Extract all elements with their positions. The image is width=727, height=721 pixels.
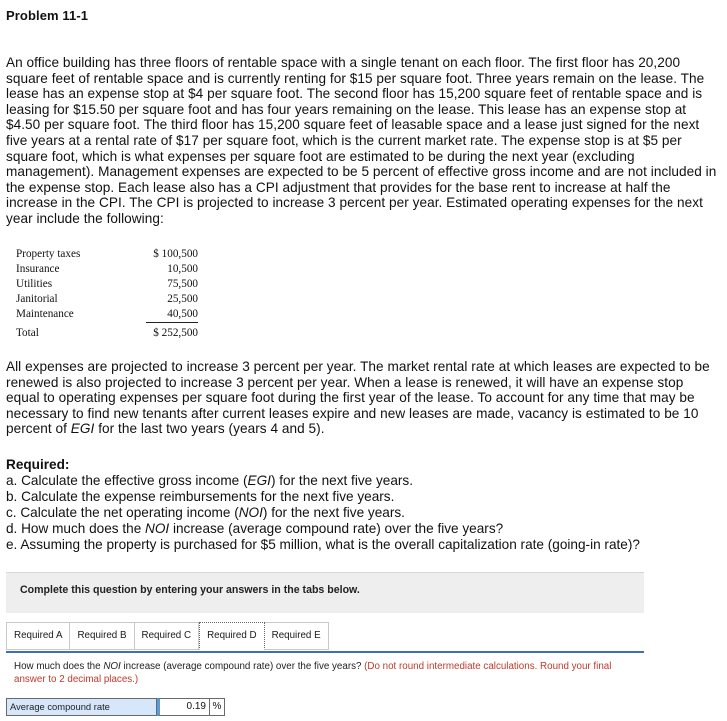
required-item-e: e. Assuming the property is purchased for $5 million, what is the overall capitalization rate (going-in rate)? bbox=[6, 537, 640, 552]
tab-required-d[interactable]: Required D bbox=[199, 622, 265, 650]
expense-label: Property taxes bbox=[16, 248, 81, 260]
question-text-end: increase (average compound rate) over the five years? bbox=[120, 661, 365, 672]
expense-value: $ 100,500 bbox=[153, 248, 198, 260]
required-heading: Required: bbox=[6, 457, 70, 472]
required-item-d-text: d. How much does the bbox=[6, 521, 146, 536]
required-item-d bbox=[6, 521, 718, 537]
expense-value: 10,500 bbox=[167, 263, 198, 275]
expense-label: Insurance bbox=[16, 263, 60, 275]
expense-row bbox=[16, 247, 198, 262]
expense-total-row bbox=[16, 323, 198, 342]
required-list bbox=[6, 473, 718, 553]
question-text-start: How much does the bbox=[14, 661, 104, 672]
operating-expenses-table bbox=[16, 247, 198, 341]
tab-required-a[interactable]: Required A bbox=[6, 622, 70, 650]
expense-row bbox=[16, 262, 198, 277]
required-item-c bbox=[6, 505, 718, 521]
instruction-panel bbox=[6, 572, 644, 613]
assumptions-paragraph bbox=[6, 359, 718, 437]
expense-total-value: $ 252,500 bbox=[153, 327, 198, 339]
egi-term: EGI bbox=[70, 421, 95, 437]
tab-divider bbox=[6, 651, 644, 653]
assumptions-text: All expenses are projected to increase 3 percent per year. The market rental rate at which leases are expected to be renewed is also projected to increase 3 percent per year. When a lease is renewed, it will have an expense stop equal to operating expenses per square foot during the first year of the lease. To account for any time that may be necessary to find new tenants after current leases expire and new leases are made, vacancy is estimated to be 10 percent of bbox=[6, 359, 710, 437]
required-item-d-text-end: increase (average compound rate) over the five years? bbox=[169, 521, 504, 536]
expense-label: Janitorial bbox=[16, 293, 58, 305]
noi-term: NOI bbox=[145, 521, 170, 536]
tab-required-e[interactable]: Required E bbox=[265, 622, 329, 650]
required-tabs bbox=[6, 622, 329, 650]
expense-row bbox=[16, 307, 198, 323]
assumptions-text-end: for the last two years (years 4 and 5). bbox=[94, 421, 325, 437]
instruction-text: Complete this question by entering your answers in the tabs below. bbox=[20, 584, 360, 596]
rounding-hint: (Do not round intermediate calculations. Round your final answer to 2 decimal places.) bbox=[14, 661, 612, 685]
required-item-b: b. Calculate the expense reimbursements for the next five years. bbox=[6, 489, 395, 504]
average-compound-rate-input[interactable]: 0.19 bbox=[157, 698, 210, 716]
expense-total-label: Total bbox=[16, 326, 39, 339]
expense-row bbox=[16, 277, 198, 292]
expense-label: Utilities bbox=[16, 278, 53, 290]
answer-label: Average compound rate bbox=[6, 698, 157, 716]
required-item-c-text-end: ) for the next five years. bbox=[262, 505, 405, 520]
tab-required-b[interactable]: Required B bbox=[70, 622, 134, 650]
required-item-a-text-end: ) for the next five years. bbox=[270, 473, 414, 488]
required-item-c-text: c. Calculate the net operating income ( bbox=[6, 505, 239, 520]
intro-paragraph: An office building has three floors of rentable space with a single tenant on each floor. The first floor has 20,200 square feet of rentable space and is currently renting for $15 per square foot. Three years remain on the lease. The lease has an expense stop at $4 per square foot. The second floor has 15,200 square feet of rentable space and is leasing for $15.50 per square foot and has four years remaining on the lease. This lease has an expense stop at $4.50 per square foot. The third floor has 15,200 square feet of leasable space and a lease just signed for the next five years at a rental rate of $17 per square foot, which is the current market rate. The expense stop is at $5 per square foot, which is what expenses per square foot are estimated to be during the next year (excluding management). Management expenses are expected to be 5 percent of effective gross income and are not included in the expense stop. Each lease also has a CPI adjustment that provides for the base rent to increase at half the increase in the CPI. The CPI is projected to increase 3 percent per year. Estimated operating expenses for the next year include the following: bbox=[6, 55, 717, 226]
expense-value: 75,500 bbox=[167, 278, 198, 290]
required-item-a-text: a. Calculate the effective gross income ( bbox=[6, 473, 248, 488]
noi-term: NOI bbox=[103, 661, 121, 672]
expense-row bbox=[16, 292, 198, 307]
noi-term: NOI bbox=[238, 505, 263, 520]
percent-unit: % bbox=[210, 698, 225, 716]
question-text bbox=[14, 661, 634, 686]
expense-value: 40,500 bbox=[146, 307, 198, 323]
expense-label: Maintenance bbox=[16, 308, 74, 321]
egi-term: EGI bbox=[247, 473, 271, 488]
tab-required-c[interactable]: Required C bbox=[135, 622, 200, 650]
answer-row bbox=[6, 698, 225, 716]
problem-title: Problem 11-1 bbox=[6, 8, 89, 23]
required-item-a bbox=[6, 473, 718, 489]
expense-value: 25,500 bbox=[167, 293, 198, 305]
